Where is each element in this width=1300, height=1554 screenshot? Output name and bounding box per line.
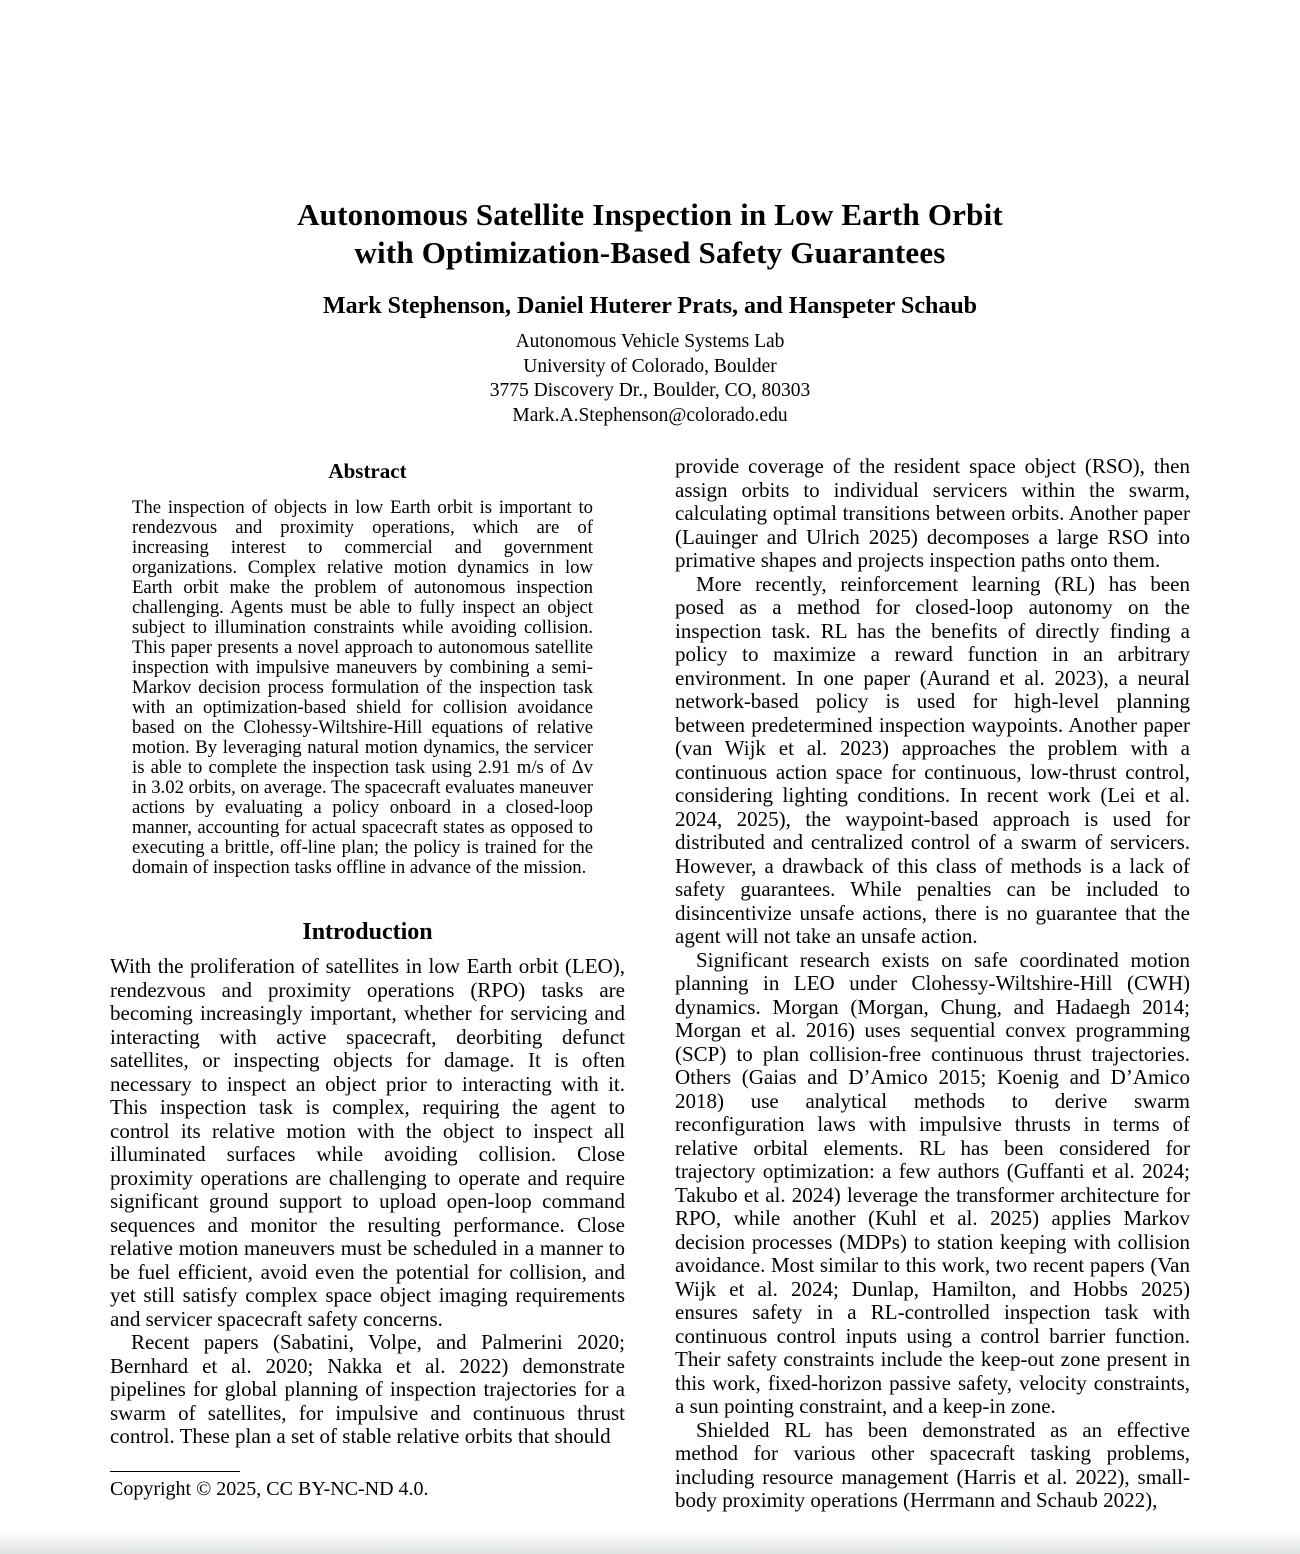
copyright-footnote xyxy=(110,1471,625,1501)
paper-title xyxy=(0,196,1300,272)
abstract-heading: Abstract xyxy=(328,459,407,483)
introduction-heading: Introduction xyxy=(302,919,433,945)
paper-title-line1: Autonomous Satellite Inspection in Low Earth Orbit xyxy=(297,197,1003,232)
paper-header xyxy=(0,196,1300,428)
copyright-text: Copyright © 2025, CC BY-NC-ND 4.0. xyxy=(110,1478,429,1500)
affiliation-university: University of Colorado, Boulder xyxy=(523,355,777,377)
page-bottom-shadow xyxy=(0,1532,1300,1554)
abstract-text: The inspection of objects in low Earth orbit is important to rendezvous and proximity operations, which are of increasing interest to commercial and government organizations. Complex relative motion dynamics in low Earth orbit make the problem of autonomous inspection challenging. Agents must be able to fully inspect an object subject to illumination constraints while avoiding collision. This paper presents a novel approach to autonomous satellite inspection with impulsive maneuvers by combining a semi-Markov decision process formulation of the inspection task with an optimization-based shield for collision avoidance based on the Clohessy-Wiltshire-Hill equations of relative motion. By leveraging natural motion dynamics, the servicer is able to complete the inspection task using 2.91 m/s of Δv in 3.02 orbits, on average. The spacecraft evaluates maneuver actions by evaluating a policy onboard in a closed-loop manner, accounting for actual spacecraft states as opposed to executing a brittle, off-line plan; the policy is trained for the domain of inspection tasks offline in advance of the mission. xyxy=(132,497,593,878)
intro-paragraph-2: Recent papers (Sabatini, Volpe, and Palmerini 2020; Bernhard et al. 2020; Nakka et al. 2022) demonstrate pipelines for global planning of inspection trajectories for a swarm of satellites, for impulsive and continuous thrust control. These plan a set of stable relative orbits that should xyxy=(110,1330,625,1448)
footnote-rule xyxy=(110,1471,240,1472)
intro-paragraph-2-continued: provide coverage of the resident space object (RSO), then assign orbits to individual servicers within the swarm, calculating optimal transitions between orbits. Another paper (Lauinger and Ulrich 2025) decomposes a large RSO into primative shapes and projects inspection paths onto them. xyxy=(675,454,1190,572)
affiliation-address: 3775 Discovery Dr., Boulder, CO, 80303 xyxy=(489,380,811,401)
affiliation-lab: Autonomous Vehicle Systems Lab xyxy=(515,331,785,352)
author-email: Mark.A.Stephenson@colorado.edu xyxy=(512,404,788,426)
left-column xyxy=(110,455,625,1449)
affiliation-block xyxy=(0,330,1300,428)
authors-line: Mark Stephenson, Daniel Huterer Prats, and Hanspeter Schaub xyxy=(322,293,978,319)
paper-title-line2: with Optimization-Based Safety Guarantees xyxy=(354,235,946,270)
intro-paragraph-3: More recently, reinforcement learning (RL) has been posed as a method for closed-loop autonomy on the inspection task. RL has the benefits of directly finding a policy to maximize a reward function in an arbitrary environment. In one paper (Aurand et al. 2023), a neural network-based policy is used for high-level planning between predetermined inspection waypoints. Another paper (van Wijk et al. 2023) approaches the problem with a continuous action space for continuous, low-thrust control, considering lighting conditions. In recent work (Lei et al. 2024, 2025), the waypoint-based approach is used for distributed and centralized control of a swarm of servicers. However, a drawback of this class of methods is a lack of safety guarantees. While penalties can be included to disincentivize unsafe actions, there is no guarantee that the agent will not take an unsafe action. xyxy=(675,571,1190,948)
right-column xyxy=(675,455,1190,1513)
intro-paragraph-5: Shielded RL has been demonstrated as an effective method for various other spacecraft tasking problems, including resource management (Harris et al. 2022), small-body proximity operations (Herrmann and Schaub 2022), xyxy=(675,1417,1190,1512)
intro-paragraph-1: With the proliferation of satellites in low Earth orbit (LEO), rendezvous and proximity operations (RPO) tasks are becoming increasingly important, whether for servicing and interacting with active spacecraft, deorbiting defunct satellites, or inspecting objects for damage. It is often necessary to inspect an object prior to interacting with it. This inspection task is complex, requiring the agent to control its relative motion with the object to inspect all illuminated surfaces while avoiding collision. Close proximity operations are challenging to operate and require significant ground support to upload open-loop command sequences and monitor the resulting performance. Close relative motion maneuvers must be scheduled in a manner to be fuel efficient, avoid even the potential for collision, and yet still satisfy complex space object imaging requirements and servicer spacecraft safety concerns. xyxy=(110,954,625,1331)
intro-paragraph-4: Significant research exists on safe coordinated motion planning in LEO under Clohessy-Wiltshire-Hill (CWH) dynamics. Morgan (Morgan, Chung, and Hadaegh 2014; Morgan et al. 2016) uses sequential convex programming (SCP) to plan collision-free continuous thrust trajectories. Others (Gaias and D’Amico 2015; Koenig and D’Amico 2018) use analytical methods to derive swarm reconfiguration laws with impulsive thrusts in terms of relative orbital elements. RL has been considered for trajectory optimization: a few authors (Guffanti et al. 2024; Takubo et al. 2024) leverage the transformer architecture for RPO, while another (Kuhl et al. 2025) applies Markov decision processes (MDPs) to station keeping with collision avoidance. Most similar to this work, two recent papers (Van Wijk et al. 2024; Dunlap, Hamilton, and Hobbs 2025) ensures safety in a RL-controlled inspection task with continuous control inputs using a control barrier function. Their safety constraints include the keep-out zone present in this work, fixed-horizon passive safety, velocity constraints, a sun pointing constraint, and a keep-in zone. xyxy=(675,947,1190,1418)
